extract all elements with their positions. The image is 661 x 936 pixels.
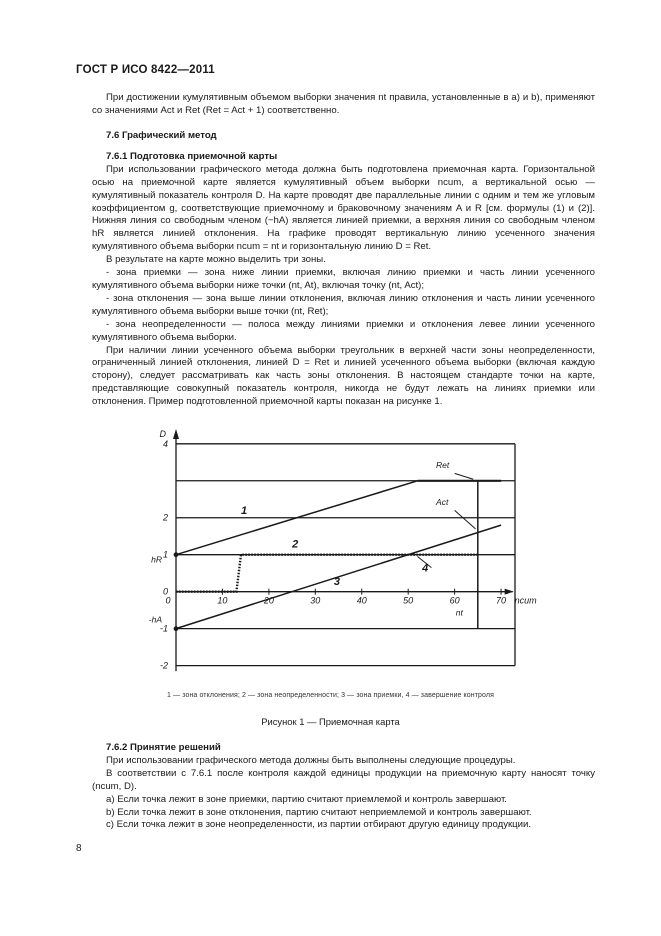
x-tick-label-50: 50 — [403, 595, 414, 606]
paragraph-5: - зона неопределенности — полоса между линиями приемки и отклонения левее линии усеченного кумулятивного объема выборки. — [92, 318, 595, 343]
x-tick-label-70: 70 — [496, 595, 507, 606]
annotation-5: nt — [455, 607, 463, 618]
x-tick-label-10: 10 — [217, 595, 228, 606]
intro-block — [92, 92, 595, 118]
leader-act — [455, 510, 476, 528]
annotation-1: Ret — [436, 459, 450, 470]
annotation-6: 1 — [241, 505, 248, 518]
chart-axes — [173, 429, 514, 671]
paragraph-6: При наличии линии усеченного объема выборки треугольник в верхней части зоны неопределенности, ограниченный линией отклонения, линией D = Ret и линией усеченного объема выборки (включая каждую сторону), следует рассматривать как часть зоны отклонения. В настоящем стандарте точки на карте, представляющие совокупный показатель контроля, никогда не будут лежать на линиях приемки или отклонения. Пример подготовленной приемочной карты показан на рисунке 1. — [92, 344, 595, 408]
series-line-4 — [176, 555, 478, 592]
acceptance-chart — [140, 425, 560, 680]
paragraph-2: В результате на карте можно выделить три зоны. — [106, 254, 326, 266]
decision-item-a: a) Если точка лежит в зоне приемки, партию считают приемлемой и контроль завершают. — [106, 793, 507, 805]
annotation-9: 4 — [422, 562, 429, 575]
y-tick-label-0: 0 — [162, 586, 168, 597]
annotation-4: -hA — [148, 614, 162, 625]
intercept-point-1 — [174, 552, 179, 557]
paragraph-1: При использовании графического метода должна быть подготовлена приемочная карта. Горизонтальной осью на приемочной карте является кумулятивный объем выборки ncum, а вертикальной осью — кумулятивный показатель контроля D. На карте проводят две параллельные линии с одним и тем же угловым коэффициентом g, соответствующие приемочному и браковочному значениям A и R [см. формулы (1) и (2)]. Нижняя линия со свободным членом (−hA) является линией приемки, а верхняя линия со свободным членом hR является линией отклонения. На графике проводят вертикальную линию усеченного значения кумулятивного объема выборки ncum = nt и горизонтальную линию D = Ret. — [92, 163, 595, 253]
figure-caption: Рисунок 1 — Приемочная карта — [261, 716, 400, 727]
annotation-7: 2 — [292, 538, 299, 551]
y-tick-label--2: -2 — [159, 660, 168, 671]
x-tick-label-40: 40 — [356, 595, 367, 606]
y-tick-label-1: 1 — [162, 549, 168, 560]
chart-labels — [149, 429, 537, 671]
y-tick-label-2: 2 — [162, 512, 168, 523]
section-7-6-2-block — [92, 742, 595, 832]
decision-item-b: b) Если точка лежит в зоне отклонения, партию считают неприемлемой и контроль завершают. — [106, 806, 532, 818]
x-tick-label-0: 0 — [165, 595, 171, 606]
paragraph-3: - зона приемки — зона ниже линии приемки, включая линию приемки и часть линии усеченного кумулятивного объема выборки ниже точки (nt, At), включая точку (nt, Act); — [92, 267, 595, 291]
y-tick-label--1: -1 — [159, 623, 168, 634]
y-axis-title: D — [159, 429, 166, 439]
section-7-6-block — [92, 130, 595, 409]
section-7-6-2-heading: 7.6.2 Принятие решений — [106, 742, 221, 753]
x-axis-arrow — [505, 589, 514, 595]
x-tick-label-20: 20 — [263, 595, 274, 606]
figure-legend: 1 — зона отклонения; 2 — зона неопределенности; 3 — зона приемки, 4 — завершение контроля — [167, 692, 494, 699]
y-axis-arrow — [173, 429, 179, 439]
section-7-6-heading: 7.6 Графический метод — [106, 130, 217, 141]
page-number: 8 — [76, 843, 82, 854]
decision-item-c: c) Если точка лежит в зоне неопределенности, из партии отбирают другую единицу продукции. — [106, 819, 532, 831]
annotation-8: 3 — [333, 576, 341, 589]
annotation-3: hR — [151, 554, 162, 565]
decision-paragraph-1: При использовании графического метода должны быть выполнены следующие процедуры. — [106, 754, 516, 766]
intercept-point-2 — [174, 626, 179, 631]
x-tick-label-30: 30 — [310, 595, 321, 606]
document-header: ГОСТ Р ИСО 8422—2011 — [76, 64, 215, 76]
chart-lines — [174, 473, 502, 631]
x-axis-title: ncum — [514, 595, 537, 606]
decision-paragraph-2: В соответствии с 7.6.1 после контроля каждой единицы продукции на приемочную карту наносят точку (ncum, D). — [92, 767, 595, 792]
x-tick-label-60: 60 — [449, 595, 460, 606]
y-tick-label-4: 4 — [162, 438, 168, 449]
section-7-6-1-heading: 7.6.1 Подготовка приемочной карты — [106, 150, 278, 162]
paragraph-4: - зона отклонения — зона выше линии отклонения, включая линию отклонения и часть линии усеченного кумулятивного объема выборки выше точки (nt, Ret); — [92, 292, 595, 317]
annotation-2: Act — [436, 496, 449, 507]
intro-paragraph: При достижении кумулятивным объемом выборки значения nt правила, установленные в а) и b), применяют со значениями Act и Ret (Ret = Act + 1) соответственно. — [92, 92, 595, 116]
leader-ret — [455, 473, 474, 479]
